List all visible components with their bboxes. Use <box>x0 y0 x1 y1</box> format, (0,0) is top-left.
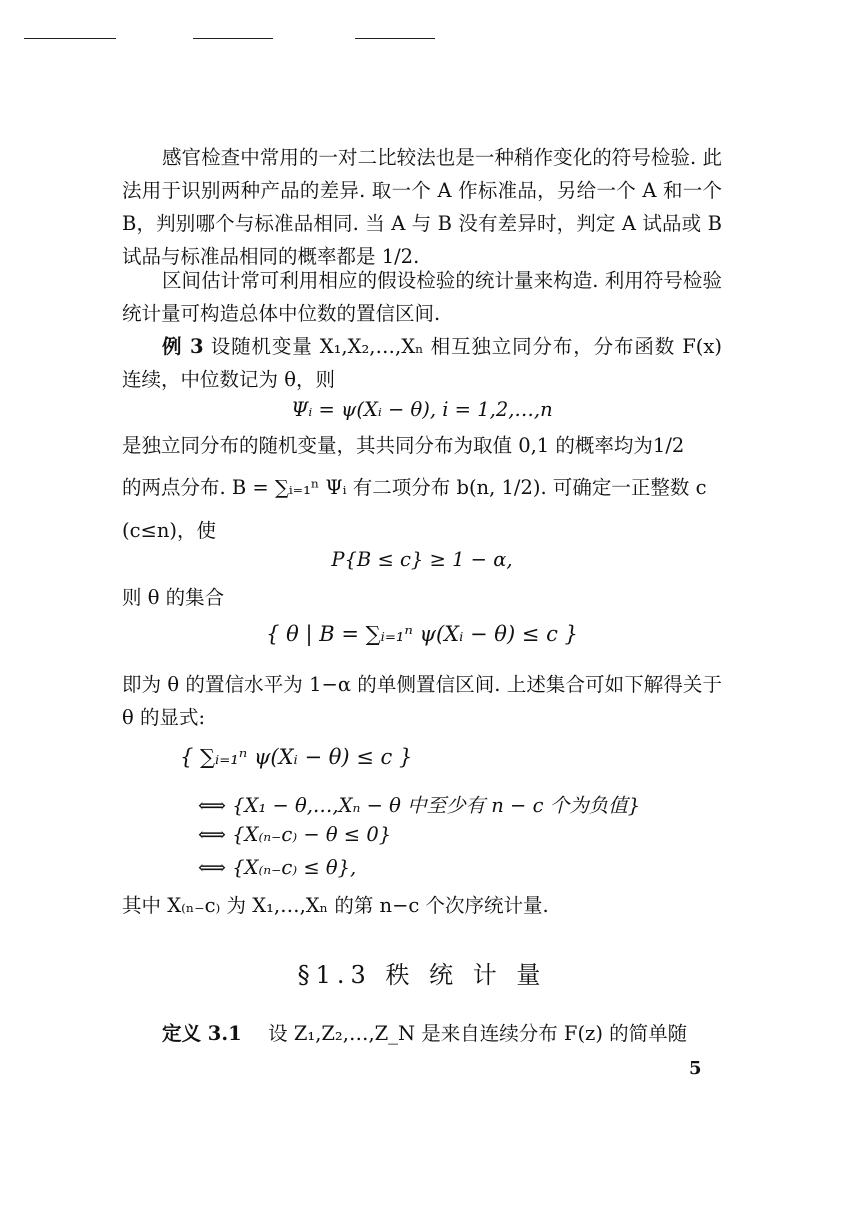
equation-derivation-2: ⟺ {X₁ − θ,…,Xₙ − θ 中至少有 n − c 个为负值} <box>198 794 641 817</box>
top-rule-1 <box>24 38 116 39</box>
paragraph-4a: 的两点分布. B = ∑ᵢ₌₁ⁿ Ψᵢ 有二项分布 b(n, 1/2). 可确定一正整数 c <box>122 476 707 499</box>
equation-derivation-4: ⟺ {X₍ₙ₋c₎ ≤ θ}, <box>198 856 357 879</box>
equation-derivation-1: { ∑ᵢ₌₁ⁿ ψ(Xᵢ − θ) ≤ c } <box>180 745 413 769</box>
paragraph-5: 则 θ 的集合 <box>122 586 225 609</box>
equation-set: { θ | B = ∑ᵢ₌₁ⁿ ψ(Xᵢ − θ) ≤ c } <box>266 622 578 646</box>
section-title: §1.3 秩 统 计 量 <box>297 961 547 989</box>
top-rule-3 <box>355 38 435 39</box>
example-3 <box>122 330 722 396</box>
example-text: 设随机变量 X₁,X₂,…,Xₙ 相互独立同分布，分布函数 F(x) 连续，中位数记为 θ，则 <box>122 335 723 391</box>
paragraph-6: 即为 θ 的置信水平为 1−α 的单侧置信区间. 上述集合可如下解得关于 θ 的显式: <box>122 673 722 729</box>
page-number: 5 <box>689 1058 702 1079</box>
paragraph-3: 是独立同分布的随机变量，其共同分布为取值 0,1 的概率均为1/2 <box>122 434 685 457</box>
paragraph-7: 其中 X₍ₙ₋c₎ 为 X₁,…,Xₙ 的第 n−c 个次序统计量. <box>122 894 549 917</box>
equation-derivation-3: ⟺ {X₍ₙ₋c₎ − θ ≤ 0} <box>198 823 392 846</box>
paragraph-2: 区间估计常可利用相应的假设检验的统计量来构造. 利用符号检验统计量可构造总体中位数的置信区间. <box>122 269 722 325</box>
definition-3-1 <box>162 1018 687 1046</box>
definition-text: 设 Z₁,Z₂,…,Z_N 是来自连续分布 F(z) 的简单随 <box>268 1022 688 1045</box>
equation-prob: P{B ≤ c} ≥ 1 − α, <box>331 548 513 571</box>
example-label: 例 3 <box>162 335 204 358</box>
equation-psi: Ψᵢ = ψ(Xᵢ − θ), i = 1,2,…,n <box>291 398 553 421</box>
definition-label: 定义 3.1 <box>162 1022 242 1045</box>
paragraph-1: 感官检查中常用的一对二比较法也是一种稍作变化的符号检验. 此法用于识别两种产品的差异. 取一个 A 作标准品，另给一个 A 和一个 B，判别哪个与标准品相同. 当 A 与 B 没有差异时，判定 A 试品或 B 试品与标准品相同的概率都是 1/2. <box>122 146 722 268</box>
paragraph-4b: (c≤n)，使 <box>122 519 217 542</box>
top-rule-2 <box>193 38 273 39</box>
